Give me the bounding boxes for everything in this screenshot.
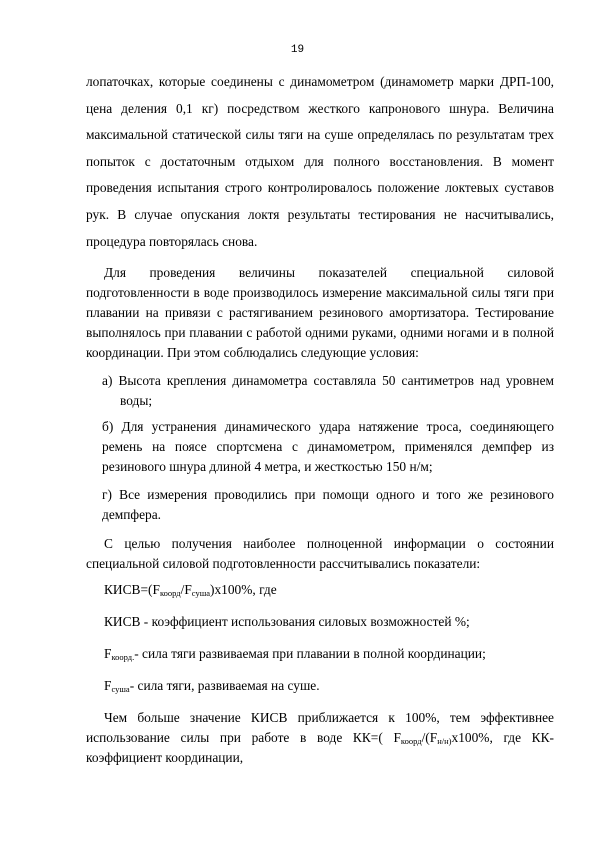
page-number: 19 xyxy=(290,44,305,56)
paragraph-1: лопаточках, которые соединены с динамометром (динамометр марки ДРП-100, цена деления 0,1 кг) посредством жесткого капронового шнура. Величина максимальной статической силы тяги на суше определялась по результатам трех попыток с достаточным отдыхом для полного восстановления. В момент проведения испытания строго контролировалось положение локтевых суставов рук. В случае опускания локтя результаты тестирования не насчитывались, процедура повторялась снова. xyxy=(86,74,554,249)
formula-part: КИСВ=(F xyxy=(104,582,160,597)
list-item-c: г) Все измерения проводились при помощи одного и того же резинового демпфера. xyxy=(102,487,554,522)
paragraph-3: С целью получения наиболее полноценной информации о состоянии специальной силовой подготовленности рассчитывались показатели: xyxy=(86,536,554,571)
definition-subscript: коорд. xyxy=(111,652,135,662)
definition-symbol: F xyxy=(104,678,112,693)
formula-subscript: коорд xyxy=(159,588,181,598)
definition-f-coord xyxy=(104,644,554,664)
definition-symbol: F xyxy=(104,646,112,661)
paragraph-subscript: н/н) xyxy=(437,736,452,746)
paragraph-2: Для проведения величины показателей специальной силовой подготовленности в воде производилось измерение максимальной силы тяги при плавании на привязи с растягиванием резинового амортизатора. Тестирование выполнялось при плавании с работой одними руками, одними ногами и в полной координации. При этом соблюдались следующие условия: xyxy=(86,265,554,360)
formula-kisv xyxy=(104,580,554,600)
formula-subscript: суша xyxy=(191,588,211,598)
paragraph-part: Чем больше значение КИСВ приближается к 100%, тем эффективнее использование силы при работе в воде КК=( F xyxy=(86,710,554,745)
paragraph-subscript: коорд xyxy=(400,736,422,746)
paragraph-part: х100%, где КК-коэффициент координации, xyxy=(86,730,554,765)
paragraph-part: /(F xyxy=(421,730,438,745)
paragraph-4 xyxy=(86,708,554,768)
definition-text: - сила тяги, развиваемая на суше. xyxy=(129,678,320,693)
definition-text: - сила тяги развиваемая при плавании в полной координации; xyxy=(134,646,486,661)
definition-f-land xyxy=(104,676,554,696)
formula-part: )х100%, где xyxy=(210,582,277,597)
list-item-b: б) Для устранения динамического удара натяжение троса, соединяющего ремень на поясе спортсмена с динамометром, применялся демпфер из резинового шнура длиной 4 метра, и жесткостью 150 н/м; xyxy=(102,419,554,474)
list-item-a: а) Высота крепления динамометра составляла 50 сантиметров над уровнем воды; xyxy=(102,373,554,408)
definition-kisv: КИСВ - коэффициент использования силовых возможностей %; xyxy=(104,614,470,629)
definition-subscript: суша xyxy=(111,684,130,694)
formula-part: /F xyxy=(180,582,192,597)
